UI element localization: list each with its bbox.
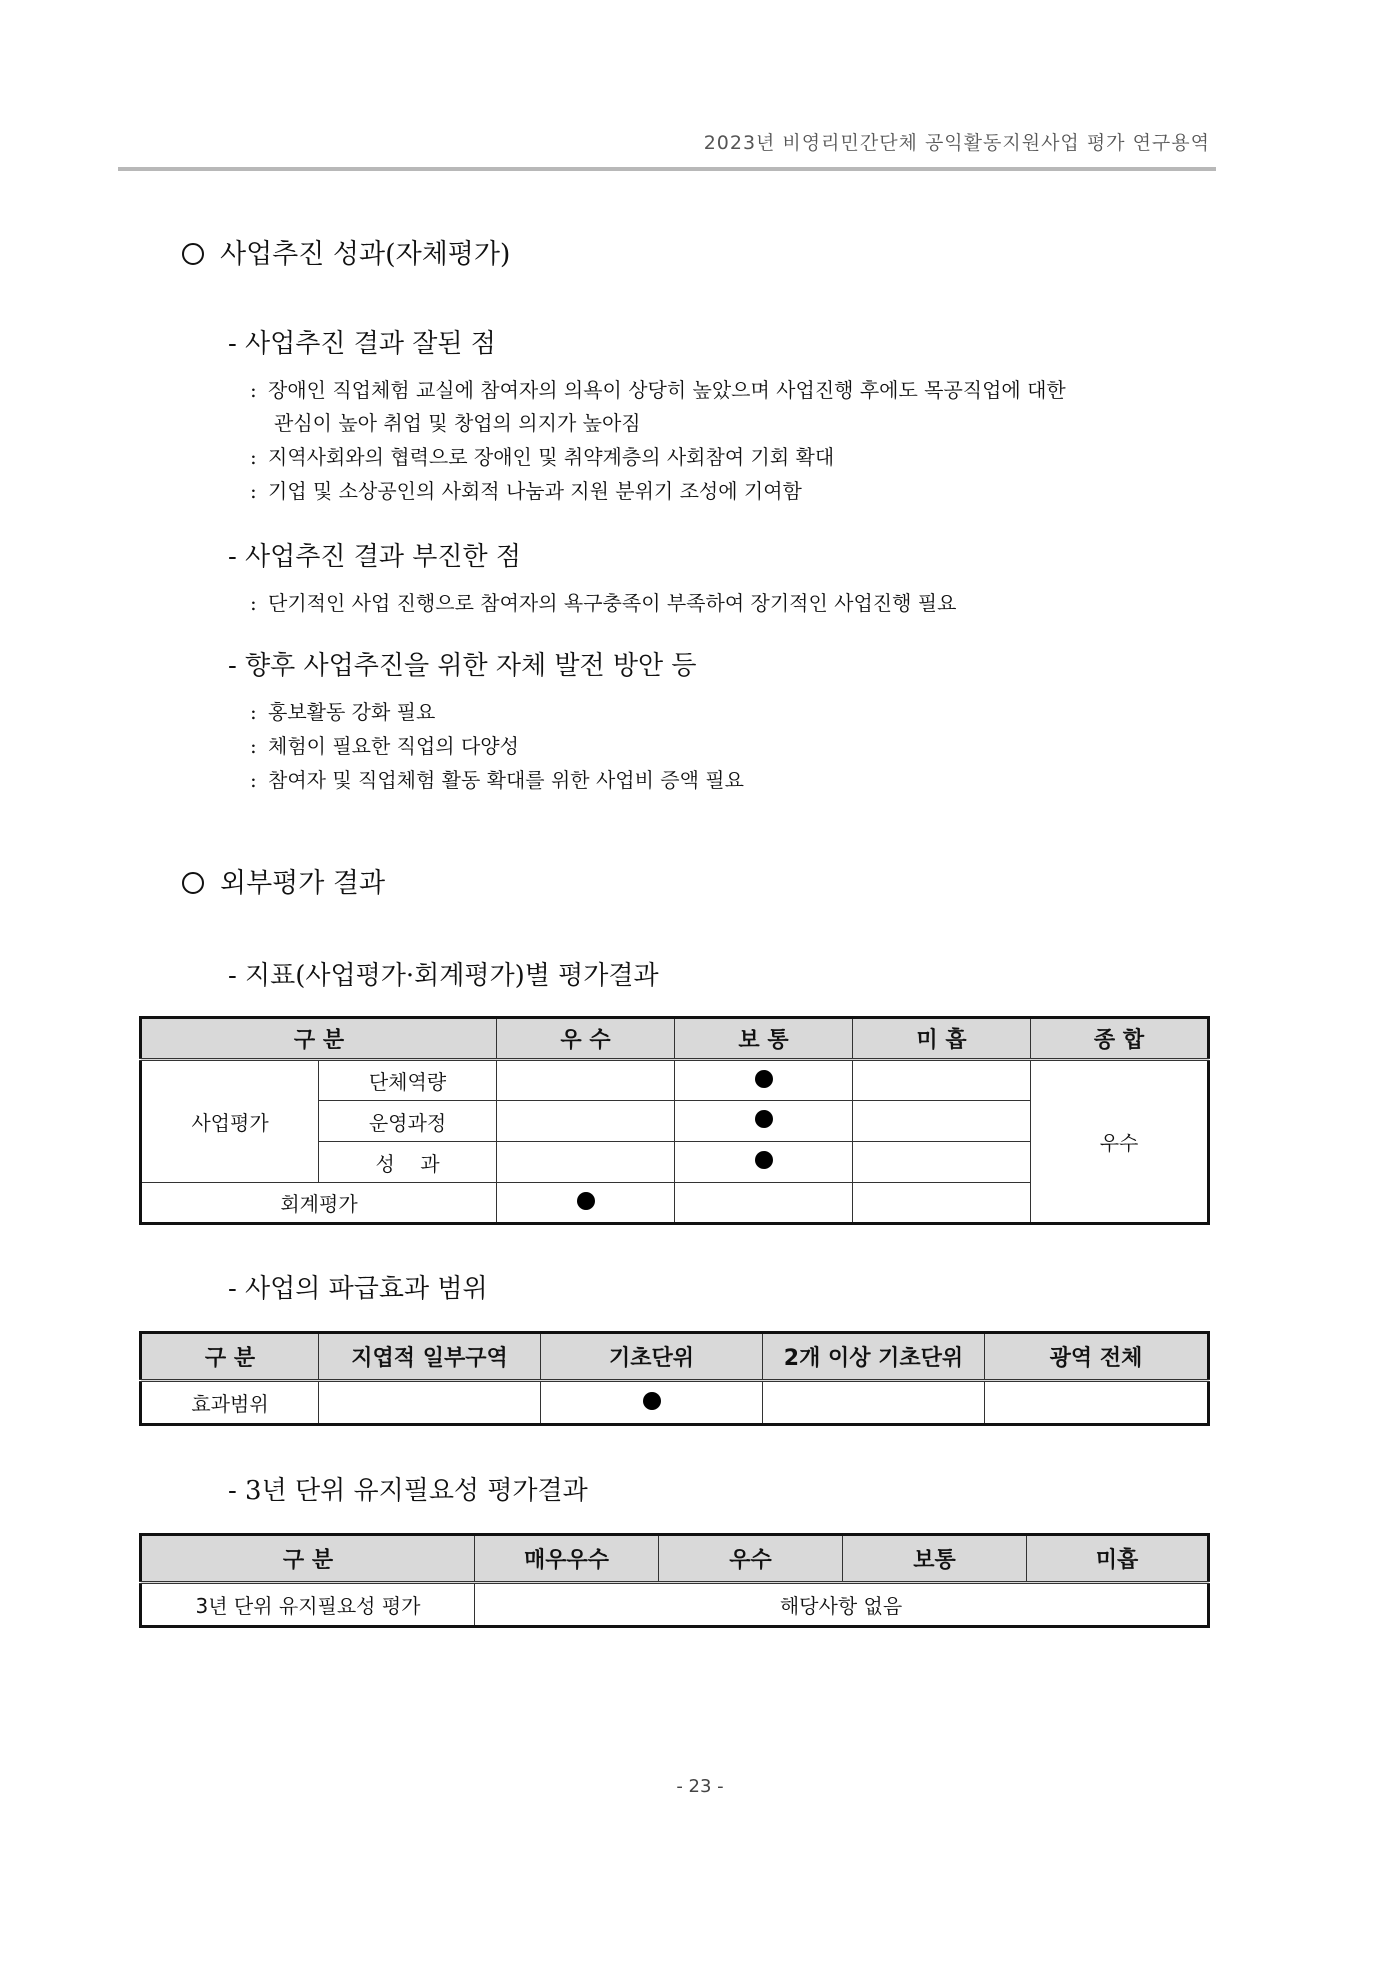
section-title-text: 사업추진 성과(자체평가) (220, 239, 511, 270)
list-item: : 단기적인 사업 진행으로 참여자의 욕구충족이 부족하여 장기적인 사업진행 필요 (250, 591, 957, 615)
indicator-table (139, 1016, 1210, 1225)
rating-cell (497, 1142, 675, 1183)
header-cell: 미 흡 (853, 1018, 1031, 1060)
table-header-row (141, 1018, 1209, 1060)
row-label-cell: 단체역량 (319, 1060, 497, 1101)
header-cell: 매우우수 (475, 1535, 659, 1583)
value-cell: 해당사항 없음 (475, 1583, 1209, 1627)
section-title-external-eval (182, 861, 385, 900)
list-item-text: 홍보활동 강화 필요 (268, 700, 436, 724)
subtitle-future: - 향후 사업추진을 위한 자체 발전 방안 등 (228, 651, 697, 681)
selected-dot-icon (755, 1110, 773, 1128)
circle-bullet-icon (182, 872, 204, 894)
list-item: : 기업 및 소상공인의 사회적 나눔과 지원 분위기 조성에 기여함 (250, 479, 802, 503)
subtitle-good: - 사업추진 결과 잘된 점 (228, 329, 496, 359)
section-title-text: 외부평가 결과 (220, 868, 386, 899)
header-cell: 구 분 (141, 1018, 497, 1060)
header-cell: 구 분 (141, 1333, 319, 1381)
page-number: - 23 - (676, 1776, 724, 1797)
rating-cell (675, 1060, 853, 1101)
row-label-cell: 성 과 (319, 1142, 497, 1183)
list-item-text: 기업 및 소상공인의 사회적 나눔과 지원 분위기 조성에 기여함 (268, 479, 802, 503)
list-item: : 홍보활동 강화 필요 (250, 700, 436, 724)
section-title-self-eval (182, 232, 510, 271)
subtitle-indicator: - 지표(사업평가·회계평가)별 평가결과 (228, 961, 659, 991)
list-item: : 장애인 직업체험 교실에 참여자의 의욕이 상당히 높았으며 사업진행 후에도 목공직업에 대한 관심이 높아 취업 및 창업의 의지가 높아짐 (250, 378, 1066, 435)
rating-cell (675, 1183, 853, 1224)
row-label-cell: 효과범위 (141, 1381, 319, 1425)
rating-cell (853, 1142, 1031, 1183)
table-row (141, 1583, 1209, 1627)
rating-cell (319, 1381, 541, 1425)
rating-cell (853, 1101, 1031, 1142)
table-row (141, 1060, 1209, 1101)
header-divider (118, 167, 1216, 171)
overall-cell: 우수 (1031, 1060, 1209, 1224)
list-item-text: 참여자 및 직업체험 활동 확대를 위한 사업비 증액 필요 (268, 768, 744, 792)
list-item-text: 단기적인 사업 진행으로 참여자의 욕구충족이 부족하여 장기적인 사업진행 필요 (268, 591, 957, 615)
header-cell: 보 통 (675, 1018, 853, 1060)
rating-cell (541, 1381, 763, 1425)
group-label-cell: 사업평가 (141, 1060, 319, 1183)
rating-cell (675, 1142, 853, 1183)
row-label-cell: 3년 단위 유지필요성 평가 (141, 1583, 475, 1627)
subtitle-ripple: - 사업의 파급효과 범위 (228, 1274, 488, 1304)
header-cell: 기초단위 (541, 1333, 763, 1381)
header-cell: 보통 (843, 1535, 1027, 1583)
list-item-text: 지역사회와의 협력으로 장애인 및 취약계층의 사회참여 기회 확대 (268, 445, 835, 469)
header-cell: 2개 이상 기초단위 (763, 1333, 985, 1381)
row-label-cell: 운영과정 (319, 1101, 497, 1142)
rating-cell (763, 1381, 985, 1425)
rating-cell (497, 1101, 675, 1142)
three-year-table (139, 1533, 1210, 1628)
header-cell: 광역 전체 (985, 1333, 1209, 1381)
header-cell: 우수 (659, 1535, 843, 1583)
list-item-text: 관심이 높아 취업 및 창업의 의지가 높아짐 (274, 411, 641, 435)
circle-bullet-icon (182, 243, 204, 265)
header-title: 2023년 비영리민간단체 공익활동지원사업 평가 연구용역 (703, 132, 1210, 154)
selected-dot-icon (577, 1192, 595, 1210)
selected-dot-icon (643, 1392, 661, 1410)
list-item: : 지역사회와의 협력으로 장애인 및 취약계층의 사회참여 기회 확대 (250, 445, 835, 469)
rating-cell (853, 1183, 1031, 1224)
selected-dot-icon (755, 1151, 773, 1169)
list-item-text: 체험이 필요한 직업의 다양성 (268, 734, 519, 758)
table-header-row (141, 1535, 1209, 1583)
rating-cell (985, 1381, 1209, 1425)
rating-cell (497, 1060, 675, 1101)
header-cell: 미흡 (1027, 1535, 1209, 1583)
header-cell: 지엽적 일부구역 (319, 1333, 541, 1381)
table-header-row (141, 1333, 1209, 1381)
header-cell: 구 분 (141, 1535, 475, 1583)
list-item: : 체험이 필요한 직업의 다양성 (250, 734, 519, 758)
selected-dot-icon (755, 1070, 773, 1088)
header-cell: 우 수 (497, 1018, 675, 1060)
subtitle-poor: - 사업추진 결과 부진한 점 (228, 542, 522, 572)
header-cell: 종 합 (1031, 1018, 1209, 1060)
list-item-text: 장애인 직업체험 교실에 참여자의 의욕이 상당히 높았으며 사업진행 후에도 목공직업에 대한 (268, 378, 1066, 402)
rating-cell (497, 1183, 675, 1224)
rating-cell (853, 1060, 1031, 1101)
ripple-table (139, 1331, 1210, 1426)
subtitle-three-year: - 3년 단위 유지필요성 평가결과 (228, 1476, 588, 1506)
rating-cell (675, 1101, 853, 1142)
list-item: : 참여자 및 직업체험 활동 확대를 위한 사업비 증액 필요 (250, 768, 744, 792)
table-row (141, 1381, 1209, 1425)
row-label-cell: 회계평가 (141, 1183, 497, 1224)
